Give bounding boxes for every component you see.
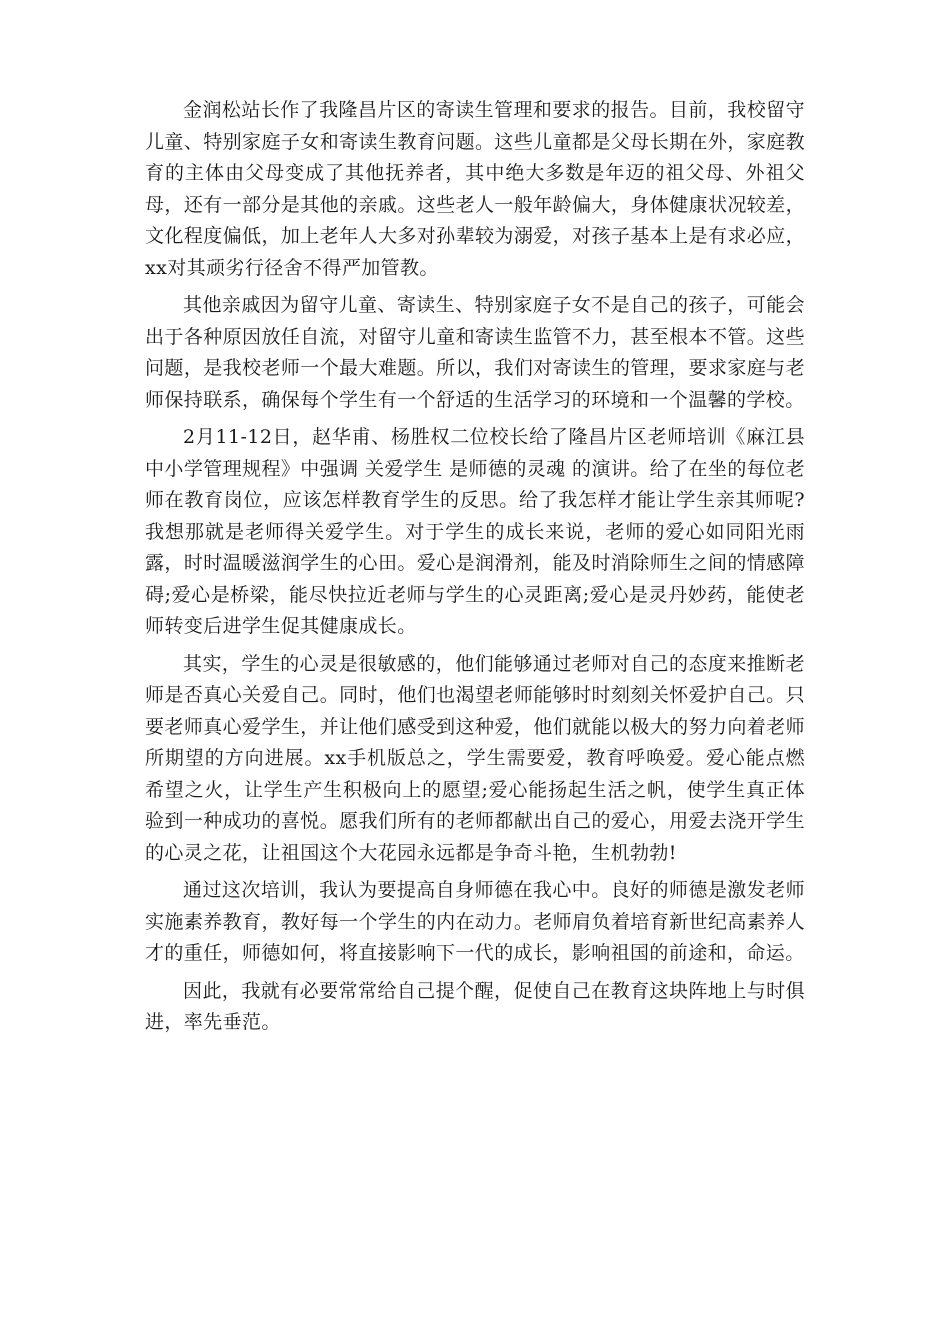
paragraph-1: 金润松站长作了我隆昌片区的寄读生管理和要求的报告。目前，我校留守儿童、特别家庭子女和寄读生教育问题。这些儿童都是父母长期在外，家庭教育的主体由父母变成了其他抚养者，其中绝大多数是年迈的祖父母、外祖父母，还有一部分是其他的亲戚。这些老人一般年龄偏大，身体健康状况较差，文化程度偏低，加上老年人大多对孙辈较为溺爱，对孩子基本上是有求必应，xx对其顽劣行径舍不得严加管教。: [145, 99, 805, 279]
paragraph-6: 因此，我就有必要常常给自己提个醒，促使自己在教育这块阵地上与时俱进，率先垂范。: [145, 979, 805, 1033]
paragraph-3: 2月11-12日，赵华甫、杨胜权二位校长给了隆昌片区老师培训《麻江县中小学管理规程》中强调 关爱学生 是师德的灵魂 的演讲。给了在坐的每位老师在教育岗位，应该怎样教育学生的反思。给了我怎样才能让学生亲其师呢?我想那就是老师得关爱学生。对于学生的成长来说，老师的爱心如同阳光雨露，时时温暖滋润学生的心田。爱心是润滑剂，能及时消除师生之间的情感障碍;爱心是桥梁，能尽快拉近老师与学生的心灵距离;爱心是灵丹妙药，能使老师转变后进学生促其健康成长。: [145, 426, 805, 637]
paragraph-2: 其他亲戚因为留守儿童、寄读生、特别家庭子女不是自己的孩子，可能会出于各种原因放任自流，对留守儿童和寄读生监管不力，甚至根本不管。这些问题，是我校老师一个最大难题。所以，我们对寄读生的管理，要求家庭与老师保持联系，确保每个学生有一个舒适的生活学习的环境和一个温馨的学校。: [145, 294, 805, 411]
document-body: [145, 95, 805, 1045]
paragraph-5: 通过这次培训，我认为要提高自身师德在我心中。良好的师德是激发老师实施素养教育，教好每一个学生的内在动力。老师肩负着培育新世纪高素养人才的重任，师德如何，将直接影响下一代的成长，影响祖国的前途和，命运。: [145, 879, 805, 964]
paragraph-4: 其实，学生的心灵是很敏感的，他们能够通过老师对自己的态度来推断老师是否真心关爱自己。同时，他们也渴望老师能够时时刻刻关怀爱护自己。只要老师真心爱学生，并让他们感受到这种爱，他们就能以极大的努力向着老师所期望的方向进展。xx手机版总之，学生需要爱，教育呼唤爱。爱心能点燃希望之火，让学生产生积极向上的愿望;爱心能扬起生活之帆，使学生真正体验到一种成功的喜悦。愿我们所有的老师都献出自己的爱心，用爱去浇开学生的心灵之花，让祖国这个大花园永远都是争奇斗艳，生机勃勃!: [145, 652, 805, 864]
